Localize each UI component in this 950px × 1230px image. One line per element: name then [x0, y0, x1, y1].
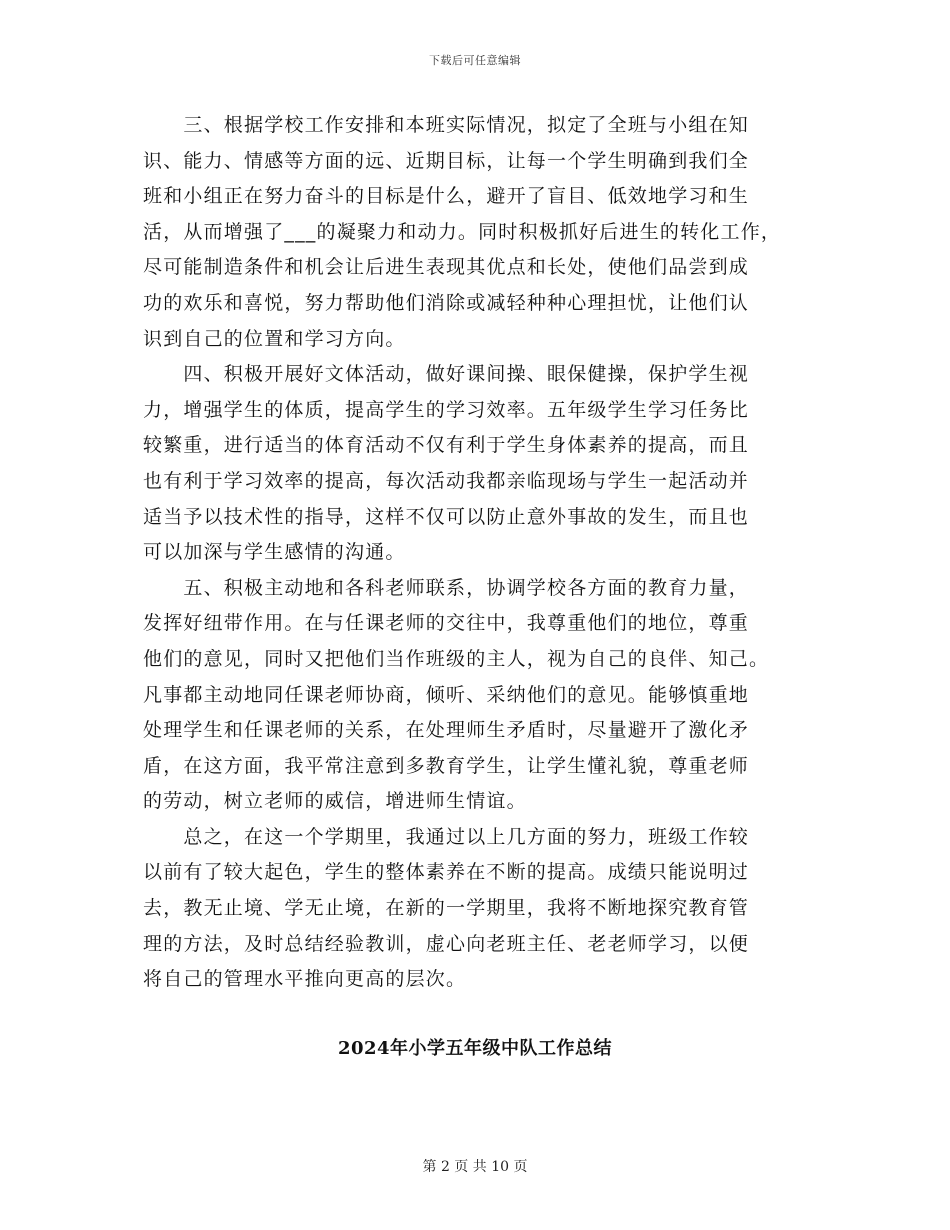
body-line: 识、能力、情感等方面的远、近期目标，让每一个学生明确到我们全 — [143, 149, 750, 172]
body-line: 四、积极开展好文体活动，做好课间操、眼保健操，保护学生视 — [143, 363, 750, 386]
body-line: 三、根据学校工作安排和本班实际情况，拟定了全班与小组在知 — [143, 114, 750, 136]
body-line: 识到自己的位置和学习方向。 — [143, 327, 406, 350]
body-line: 活，从而增强了___的凝聚力和动力。同时积极抓好后进生的转化工作， — [143, 220, 782, 243]
body-line: 力，增强学生的体质，提高学生的学习效率。五年级学生学习任务比 — [143, 398, 750, 421]
body-line: 以前有了较大起色，学生的整体素养在不断的提高。成绩只能说明过 — [143, 861, 750, 884]
body-line: 他们的意见，同时又把他们当作班级的主人，视为自己的良伴、知己。 — [143, 647, 770, 670]
body-line: 处理学生和任课老师的关系，在处理师生矛盾时，尽量避开了激化矛 — [143, 719, 750, 742]
document-body — [143, 108, 815, 998]
body-line: 尽可能制造条件和机会让后进生表现其优点和长处，使他们品尝到成 — [143, 256, 750, 279]
body-line: 五、积极主动地和各科老师联系，协调学校各方面的教育力量， — [143, 576, 750, 599]
body-line: 理的方法，及时总结经验教训，虚心向老班主任、老老师学习，以便 — [143, 932, 750, 955]
page-footer: 第 2 页 共 10 页 — [422, 1159, 528, 1175]
body-line: 可以加深与学生感情的沟通。 — [143, 541, 406, 564]
body-line: 总之，在这一个学期里，我通过以上几方面的努力，班级工作较 — [143, 825, 750, 848]
body-line: 将自己的管理水平推向更高的层次。 — [143, 968, 467, 991]
section-title: 2024年小学五年级中队工作总结 — [337, 1038, 613, 1059]
body-line: 也有利于学习效率的提高，每次活动我都亲临现场与学生一起活动并 — [143, 469, 750, 492]
body-line: 适当予以技术性的指导，这样不仅可以防止意外事故的发生，而且也 — [143, 505, 750, 528]
body-line: 班和小组正在努力奋斗的目标是什么，避开了盲目、低效地学习和生 — [143, 185, 750, 208]
body-line: 去，教无止境、学无止境，在新的一学期里，我将不断地探究教育管 — [143, 897, 750, 920]
body-line: 的劳动，树立老师的威信，增进师生情谊。 — [143, 790, 527, 813]
body-line: 功的欢乐和喜悦，努力帮助他们消除或减轻种种心理担忧，让他们认 — [143, 291, 750, 314]
body-line: 较繁重，进行适当的体育活动不仅有利于学生身体素养的提高，而且 — [143, 434, 750, 457]
page-header: 下载后可任意编辑 — [429, 54, 521, 67]
body-line: 发挥好纽带作用。在与任课老师的交往中，我尊重他们的地位，尊重 — [143, 612, 750, 635]
body-line: 凡事都主动地同任课老师协商，倾听、采纳他们的意见。能够慎重地 — [143, 683, 750, 706]
body-line: 盾，在这方面，我平常注意到多教育学生，让学生懂礼貌，尊重老师 — [143, 754, 750, 777]
